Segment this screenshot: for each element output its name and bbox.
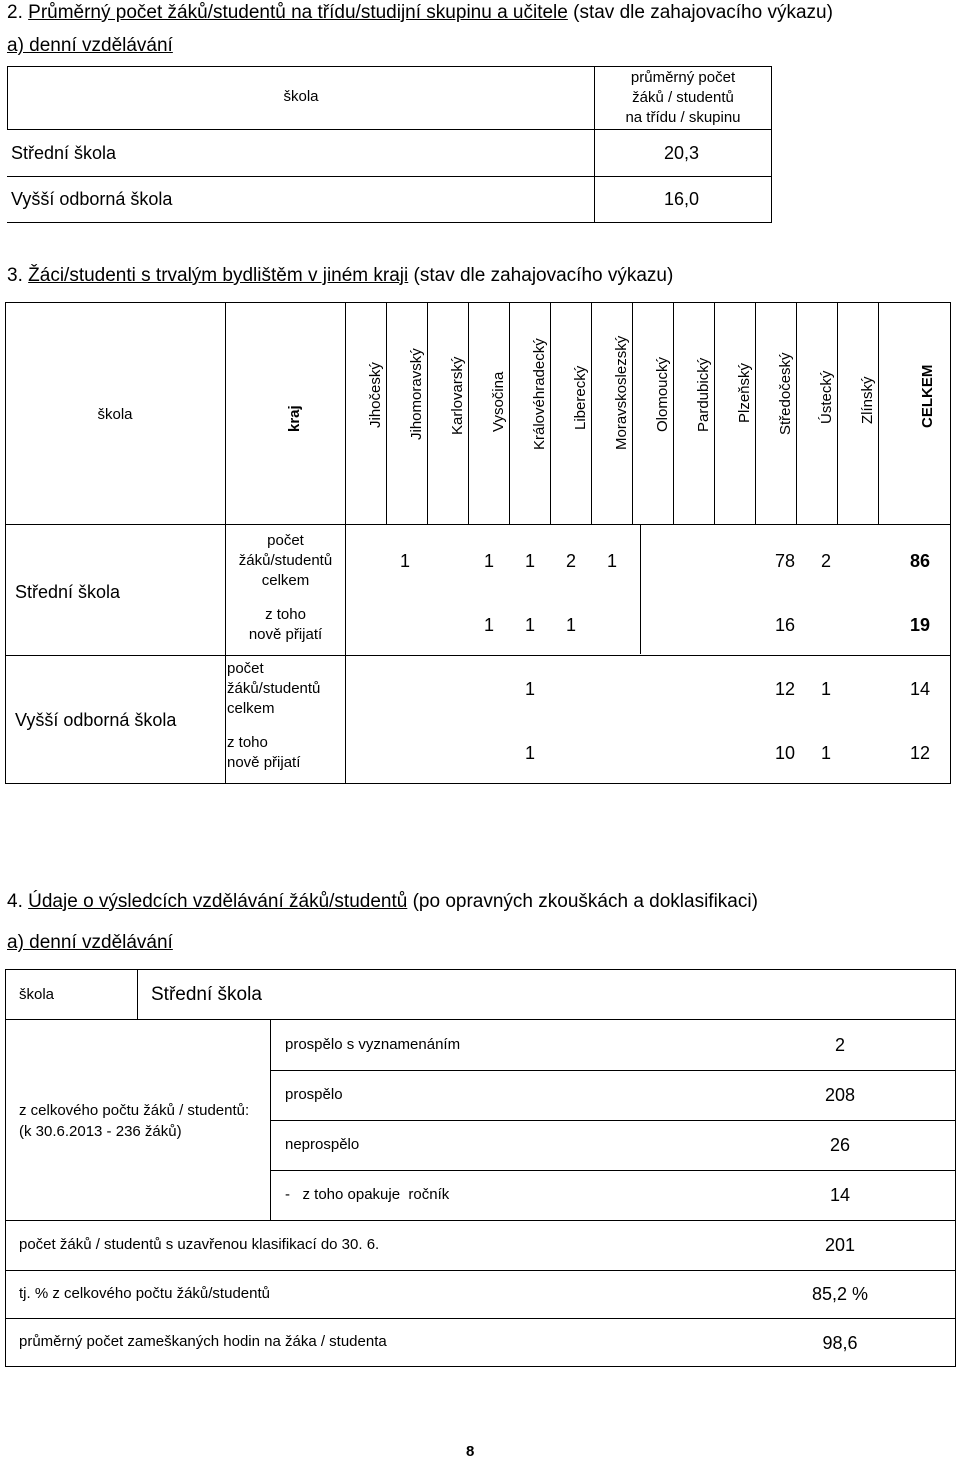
region-header: Vysočina — [490, 371, 507, 432]
cell-value: 1 — [820, 743, 831, 763]
region-header: Středočeský — [777, 352, 794, 435]
section4-subtitle: a) denní vzdělávání — [7, 932, 173, 953]
section2-title: 2. Průměrný počet žáků/studentů na třídu/studijní skupinu a učitele (stav dle zahajovacího výkazu) — [7, 2, 833, 23]
col-kraj-header: kraj — [286, 405, 303, 432]
row-new-label: z toho nově přijatí — [227, 734, 301, 771]
vos-label: Vyšší odborná škola — [15, 710, 177, 730]
cell-value: 78 — [774, 551, 796, 571]
cell-total: 12 — [909, 743, 931, 763]
cell-value: 1 — [524, 679, 535, 699]
col-school-header: škola — [283, 88, 319, 105]
absence-label: průměrný počet zameškaných hodin na žáka / studenta — [19, 1333, 387, 1350]
pct-label: tj. % z celkového počtu žáků/studentů — [19, 1285, 270, 1302]
row-total-label: počet žáků/studentů celkem — [238, 532, 333, 589]
region-header: Liberecký — [572, 365, 589, 430]
region-header: Jihočeský — [367, 362, 384, 428]
absence-value: 98,6 — [822, 1333, 858, 1353]
school-name: Střední škola — [151, 984, 262, 1005]
cell-value: 1 — [483, 551, 494, 571]
section2-subtitle: a) denní vzdělávání — [7, 35, 173, 56]
item-label: prospělo s vyznamenáním — [285, 1036, 461, 1053]
item-label: prospělo — [285, 1086, 343, 1103]
row-school-label: Střední škola — [11, 143, 117, 163]
col-avg-header: průměrný počet žáků / studentů na třídu / skupinu — [625, 69, 741, 126]
item-label: - z toho opakuje ročník — [285, 1186, 450, 1203]
item-value: 26 — [829, 1135, 851, 1155]
region-header: Ústecký — [818, 370, 835, 424]
page-number: 8 — [466, 1443, 475, 1460]
cell-value: 1 — [524, 743, 535, 763]
row-school-label: Vyšší odborná škola — [11, 189, 173, 209]
cell-value: 16 — [774, 615, 796, 635]
region-header: Jihomoravský — [408, 348, 425, 440]
item-value: 14 — [829, 1185, 851, 1205]
row-avg-value: 16,0 — [664, 189, 700, 209]
cell-value: 1 — [524, 615, 535, 635]
cell-value: 1 — [399, 551, 410, 571]
cell-total: 14 — [909, 679, 931, 699]
cell-value: 2 — [565, 551, 576, 571]
region-header: Plzeňský — [736, 362, 753, 423]
region-header: Moravskoslezský — [613, 335, 630, 450]
section3-title: 3. Žáci/studenti s trvalým bydlištěm v jiném kraji (stav dle zahajovacího výkazu) — [7, 265, 674, 286]
closed-value: 201 — [824, 1235, 856, 1255]
row-total-label: počet žáků/studentů celkem — [227, 660, 321, 717]
region-header: Olomoucký — [654, 356, 671, 432]
item-label: neprospělo — [285, 1136, 360, 1153]
closed-label: počet žáků / studentů s uzavřenou klasifikací do 30. 6. — [19, 1236, 380, 1253]
cell-value: 1 — [565, 615, 576, 635]
cell-value: 2 — [820, 551, 831, 571]
cell-value: 12 — [774, 679, 796, 699]
item-value: 208 — [824, 1085, 856, 1105]
pct-value: 85,2 % — [811, 1284, 869, 1304]
col-school-header: škola — [19, 986, 55, 1003]
ss-label: Střední škola — [15, 582, 121, 602]
row-new-label: z toho nově přijatí — [248, 606, 323, 643]
item-value: 2 — [834, 1035, 845, 1055]
cell-value: 1 — [606, 551, 617, 571]
cell-value: 1 — [820, 679, 831, 699]
cell-total: 86 — [909, 551, 931, 571]
section4-title: 4. Údaje o výsledcích vzdělávání žáků/studentů (po opravných zkouškách a doklasifikaci) — [7, 891, 758, 912]
region-header: Pardubický — [695, 357, 712, 432]
cell-total: 19 — [909, 615, 931, 635]
col-school-header: škola — [97, 406, 133, 423]
left-total-label: z celkového počtu žáků / studentů: (k 30.6.2013 - 236 žáků) — [19, 1102, 250, 1140]
row-avg-value: 20,3 — [664, 143, 700, 163]
region-header: Královéhradecký — [531, 338, 548, 450]
region-header: Karlovarský — [449, 356, 466, 435]
total-header: CELKEM — [919, 364, 936, 428]
cell-value: 1 — [483, 615, 494, 635]
cell-value: 1 — [524, 551, 535, 571]
cell-value: 10 — [774, 743, 796, 763]
region-header: Zlínský — [859, 376, 876, 424]
